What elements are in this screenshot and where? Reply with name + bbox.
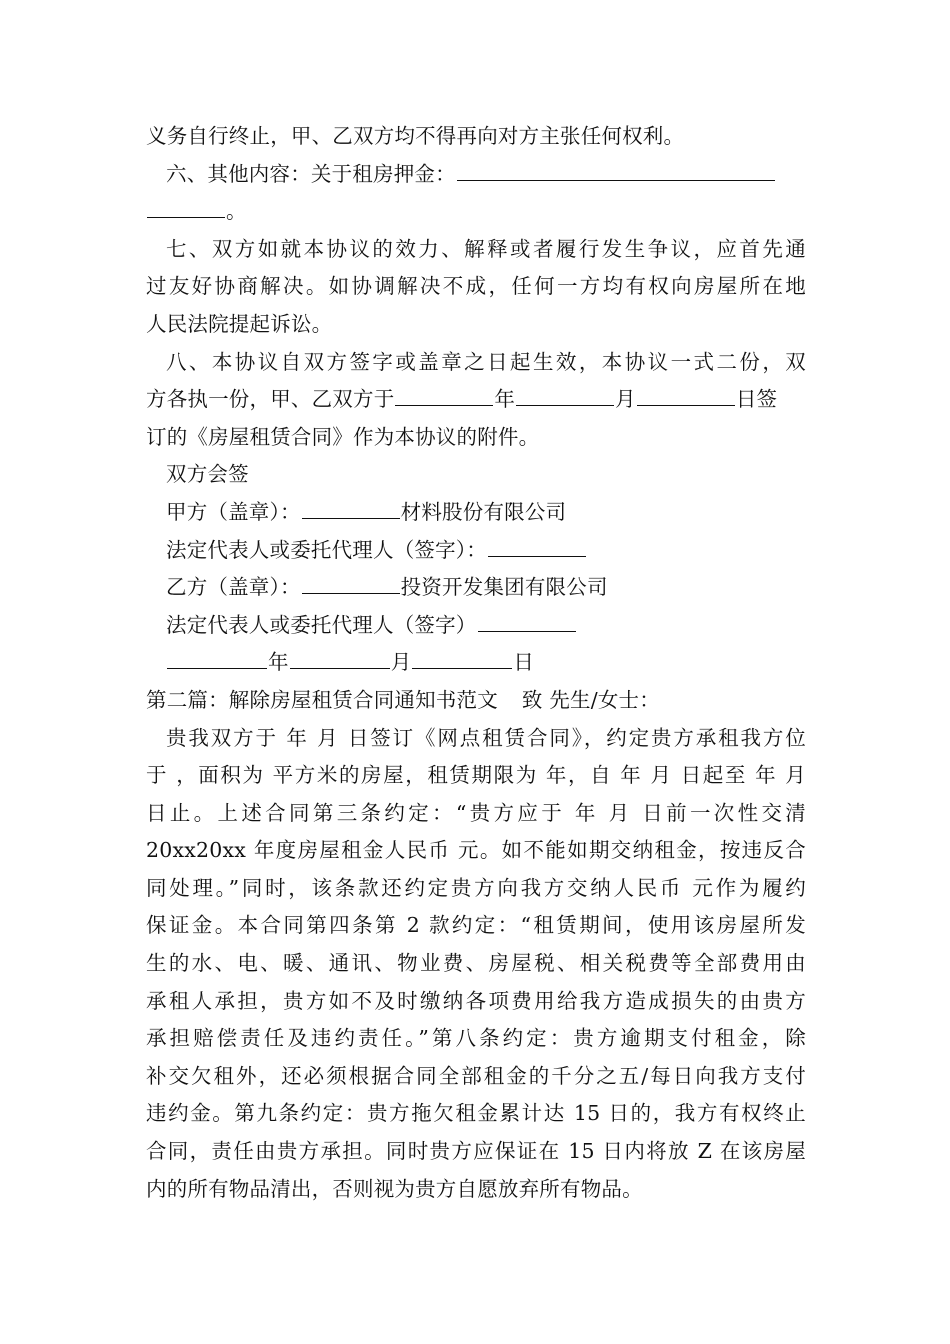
sign-title: 双方会签 (166, 462, 249, 487)
notice-line: 20xx20xx 年度房屋租金人民币 元。如不能如期交纳租金，按违反合 (146, 838, 806, 863)
party-b-label: 乙方（盖章）： (166, 575, 301, 600)
notice-line: 于 ，面积为 平方米的房屋，租赁期限为 年，自 年 月 日起至 年 月 (146, 763, 806, 788)
party-a-line (146, 494, 806, 532)
clause-8-line: 八、本协议自双方签字或盖章之日起生效，本协议一式二份，双 (166, 349, 806, 374)
notice-line: 贵我双方于 年 月 日签订《网点租赁合同》，约定贵方承租我方位 (166, 725, 806, 750)
notice-line: 内的所有物品清出，否则视为贵方自愿放弃所有物品。 (146, 1176, 643, 1201)
party-a-blank (302, 496, 400, 519)
sign-month-label: 月 (390, 650, 412, 675)
clause-8-line: 订的《房屋租赁合同》作为本协议的附件。 (146, 424, 540, 449)
year-label: 年 (494, 387, 516, 412)
notice-line: 违约金。第九条约定：贵方拖欠租金累计达 15 日的，我方有权终止 (146, 1101, 806, 1126)
party-b-blank (302, 571, 400, 594)
other-content-line (146, 156, 806, 194)
clause-8-date-line (146, 381, 806, 419)
section-2-title: 第二篇：解除房屋租赁合同通知书范文 (146, 687, 498, 712)
clause-7-line: 人民法院提起诉讼。 (146, 311, 333, 336)
notice-line: 承担赔偿责任及违约责任。”第八条约定：贵方逾期支付租金，除 (146, 1026, 806, 1051)
party-a-name: 材料股份有限公司 (400, 499, 567, 524)
salutation: 致 先生/女士： (521, 687, 660, 712)
rep-b-line (146, 607, 806, 645)
clause-7-line: 七、双方如就本协议的效力、解释或者履行发生争议，应首先通 (166, 236, 806, 261)
sign-day-blank (412, 646, 512, 669)
deposit-blank-cont (147, 195, 225, 218)
party-b-name: 投资开发集团有限公司 (400, 575, 608, 600)
sign-year-blank (167, 646, 267, 669)
document-body (146, 118, 806, 1208)
rep-a-blank (488, 534, 586, 557)
sign-month-blank (290, 646, 390, 669)
sign-year-label: 年 (268, 650, 289, 675)
deposit-blank (457, 158, 775, 181)
notice-line: 日止。上述合同第三条约定：“贵方应于 年 月 日前一次性交清 (146, 800, 806, 825)
section-2-heading (146, 682, 806, 720)
period: 。 (226, 199, 247, 224)
deposit-continuation-line (146, 193, 806, 231)
party-a-label: 甲方（盖章）： (166, 499, 301, 524)
text-line: 义务自行终止，甲、乙双方均不得再向对方主张任何权利。 (146, 124, 685, 148)
month-label: 月 (615, 387, 636, 412)
notice-line: 合同，责任由贵方承担。同时贵方应保证在 15 日内将放 Z 在该房屋 (146, 1139, 806, 1164)
rep-a-line (146, 532, 806, 570)
notice-line: 保证金。本合同第四条第 2 款约定：“租赁期间，使用该房屋所发 (146, 913, 806, 938)
day-label: 日签 (735, 387, 778, 412)
day-blank (637, 383, 735, 406)
party-b-line (146, 569, 806, 607)
rep-b-label: 法定代表人或委托代理人（签字） (166, 612, 477, 637)
notice-line: 同处理。”同时，该条款还约定贵方向我方交纳人民币 元作为履约 (146, 875, 806, 900)
rep-b-blank (478, 609, 576, 632)
clause-8-text: 方各执一份，甲、乙双方于 (146, 387, 395, 412)
notice-line: 生的水、电、暖、通讯、物业费、房屋税、相关税费等全部费用由 (146, 951, 806, 976)
year-blank (395, 383, 493, 406)
deposit-label: 六、其他内容：关于租房押金： (166, 161, 456, 186)
notice-line: 承租人承担，贵方如不及时缴纳各项费用给我方造成损失的由贵方 (146, 988, 806, 1013)
sign-day-label: 日 (513, 650, 535, 675)
clause-7-line: 过友好协商解决。如协调解决不成，任何一方均有权向房屋所在地 (146, 274, 806, 299)
notice-line: 补交欠租外，还必须根据合同全部租金的千分之五/每日向我方支付 (146, 1063, 806, 1088)
sign-date-line (146, 644, 806, 682)
rep-a-label: 法定代表人或委托代理人（签字）： (166, 537, 487, 562)
month-blank (516, 383, 614, 406)
